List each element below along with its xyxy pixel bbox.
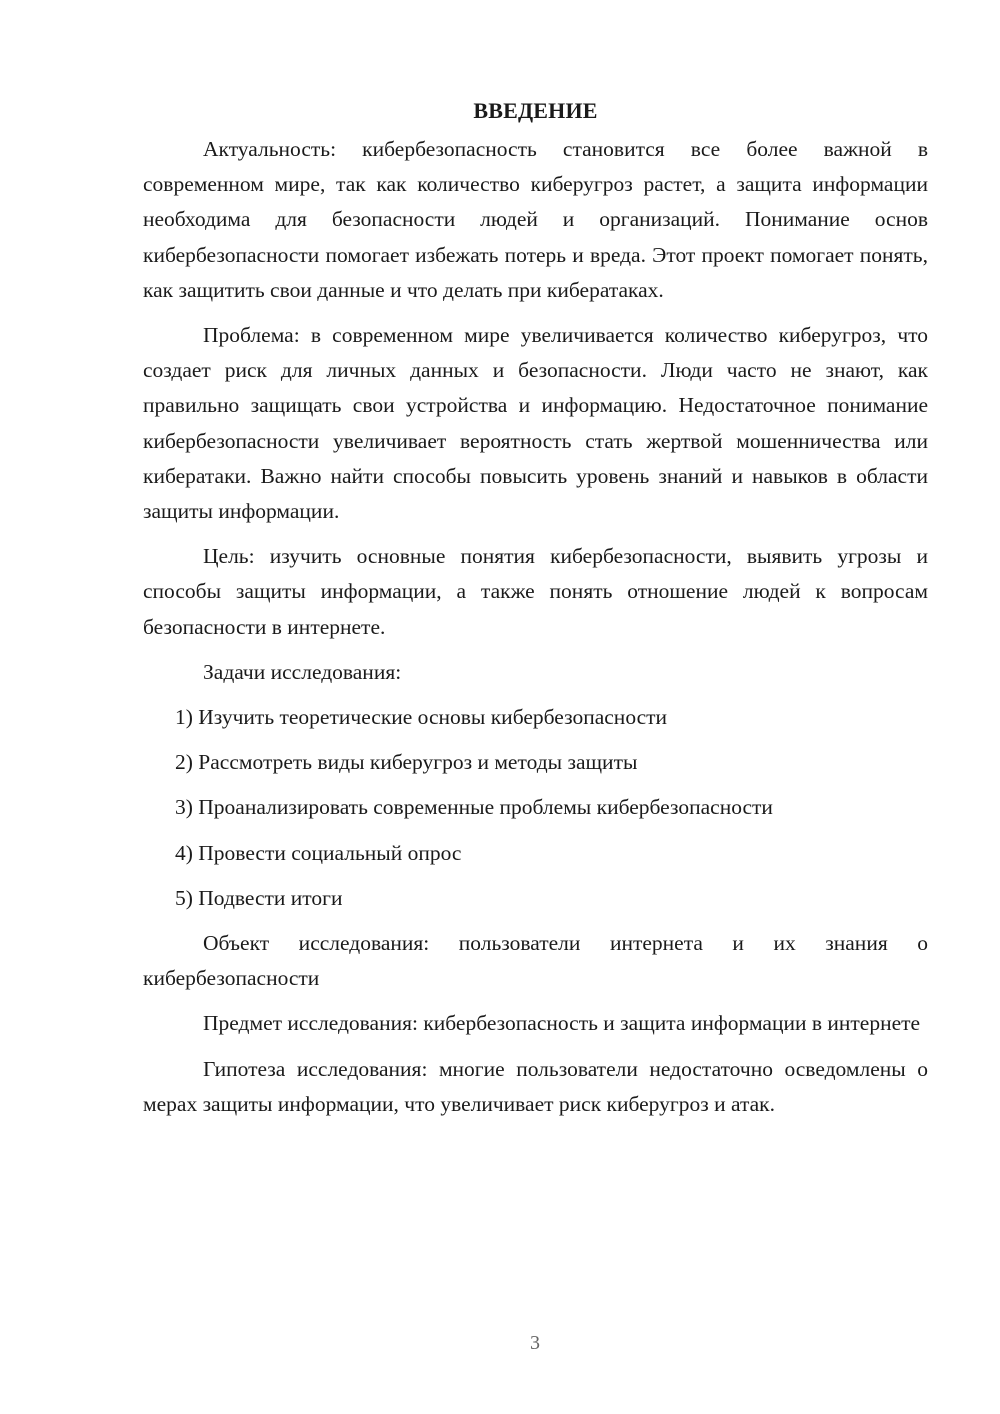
task-list [143, 700, 928, 916]
paragraph-problem: Проблема: в современном мире увеличивается количество киберугроз, что создает риск для личных данных и безопасности. Люди часто не знают, как правильно защищать свои устройства и информацию. Недостаточное понимание кибербезопасности увеличивает вероятность стать жертвой мошенничества или кибератаки. Важно найти способы повысить уровень знаний и навыков в области защиты информации. [143, 323, 928, 524]
paragraph-relevance: Актуальность: кибербезопасность становится все более важной в современном мире, так как количество киберугроз растет, а защита информации необходима для безопасности людей и организаций. Понимание основ кибербезопасности помогает избежать потерь и вреда. Этот проект помогает понять, как защитить свои данные и что делать при кибератаках. [143, 137, 928, 302]
task-item: 3) Проанализировать современные проблемы кибербезопасности [175, 795, 773, 820]
task-item: 4) Провести социальный опрос [175, 840, 462, 865]
paragraph-object: Объект исследования: пользователи интернета и их знания о кибербезопасности [143, 931, 928, 991]
page-number: 3 [530, 1332, 540, 1354]
section-heading: ВВЕДЕНИЕ [473, 98, 598, 123]
document-page [143, 96, 928, 1132]
tasks-title: Задачи исследования: [203, 659, 402, 684]
paragraph-hypothesis: Гипотеза исследования: многие пользователи недостаточно осведомлены о мерах защиты информации, что увеличивает риск киберугроз и атак. [143, 1056, 928, 1116]
task-item: 5) Подвести итоги [175, 885, 343, 910]
task-item: 1) Изучить теоретические основы кибербезопасности [175, 705, 668, 730]
paragraph-subject: Предмет исследования: кибербезопасность и защита информации в интернете [203, 1011, 921, 1036]
task-item: 2) Рассмотреть виды киберугроз и методы защиты [175, 750, 638, 775]
paragraph-goal: Цель: изучить основные понятия кибербезопасности, выявить угрозы и способы защиты информации, а также понять отношение людей к вопросам безопасности в интернете. [143, 544, 928, 639]
